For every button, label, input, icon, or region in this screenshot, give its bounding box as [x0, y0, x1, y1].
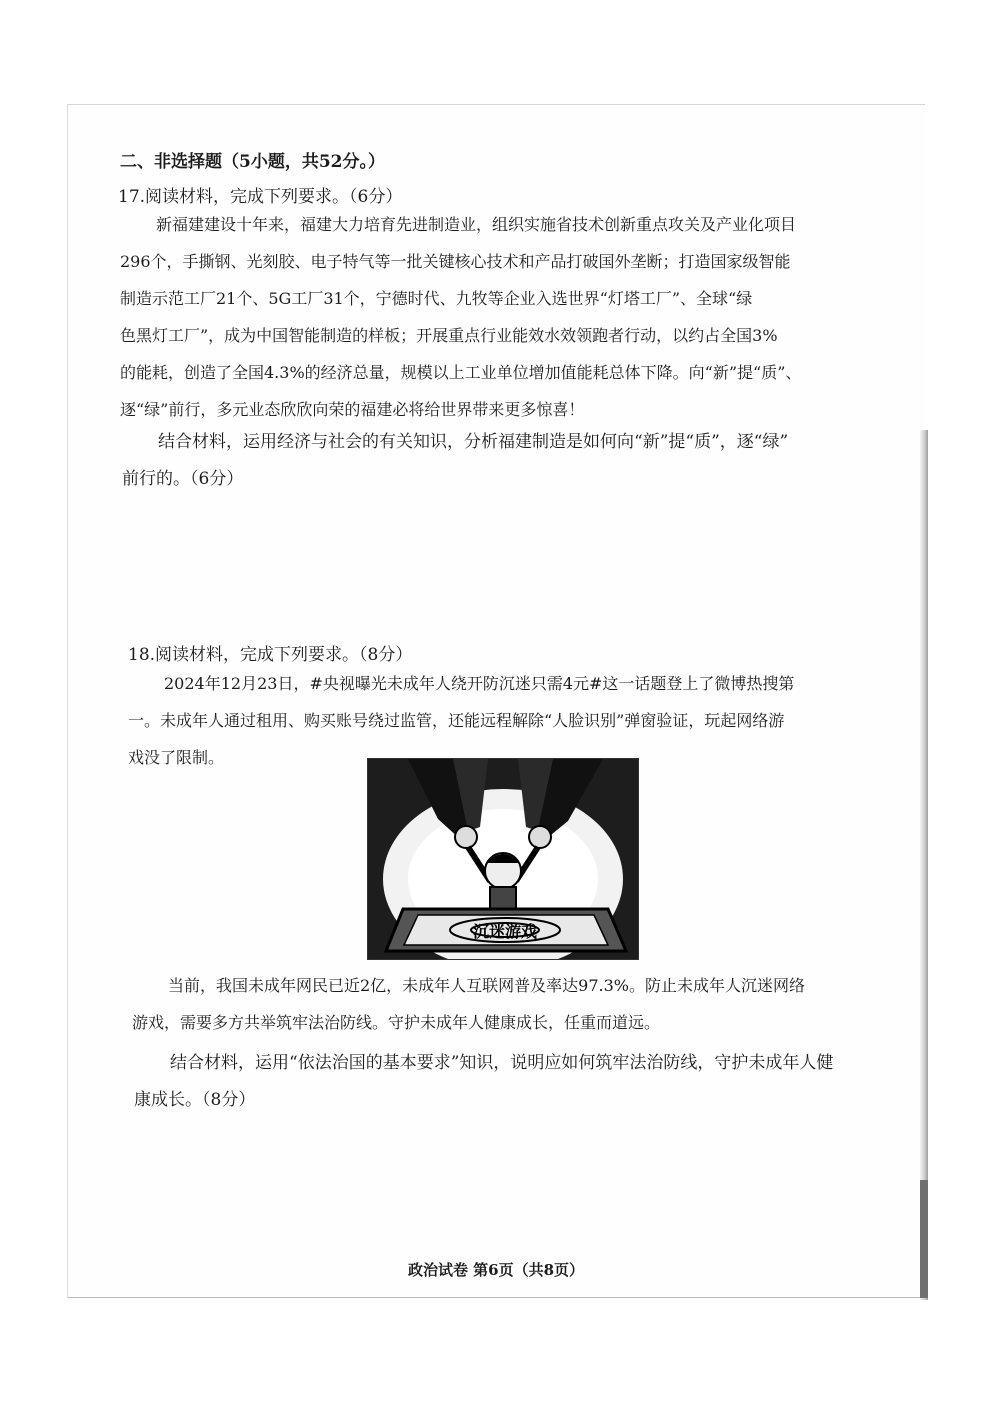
q18-material-line: 2024年12月23日，#央视曝光未成年人绕开防沉迷只需4元#这一话题登上了微博热搜第	[164, 674, 795, 693]
cartoon-caption: 沉迷游戏	[472, 922, 538, 941]
q17-task	[122, 424, 892, 498]
q18-material-line: 戏没了限制。	[128, 748, 225, 767]
q18-material2-line: 当前，我国未成年网民已近2亿，未成年人互联网普及率达97.3%。防止未成年人沉迷网络	[168, 976, 806, 995]
q18-task-line: 康成长。（8分）	[134, 1090, 256, 1110]
cartoon-illustration	[367, 758, 639, 960]
q17-material-line: 的能耗，创造了全国4.3%的经济总量，规模以上工业单位增加值能耗总体下降。向“新”提“质”、	[120, 363, 802, 382]
page-footer: 政治试卷 第6页（共8页）	[407, 1261, 585, 1279]
q18-material2	[132, 967, 902, 1041]
scan-shadow-edge-dark	[920, 1180, 928, 1298]
scan-shadow-edge	[920, 430, 928, 1300]
q17-material-line: 制造示范工厂21个、5G工厂31个，宁德时代、九牧等企业入选世界“灯塔工厂”、全球“绿	[120, 289, 753, 308]
q17-material-line: 色黑灯工厂”，成为中国智能制造的样板；开展重点行业能效水效领跑者行动，以约占全国3%	[120, 326, 778, 345]
q17-material	[120, 206, 890, 428]
q17-material-line: 新福建建设十年来，福建大力培育先进制造业，组织实施省技术创新重点攻关及产业化项目	[156, 215, 797, 234]
q17-task-line: 结合材料，运用经济与社会的有关知识，分析福建制造是如何向“新”提“质”，逐“绿”	[158, 432, 789, 452]
section-heading: 二、非选择题（5小题，共52分。）	[120, 152, 385, 172]
q17-task-line: 前行的。（6分）	[122, 469, 244, 489]
cartoon-drawing	[368, 759, 638, 959]
q17-material-line: 296个，手撕钢、光刻胶、电子特气等一批关键核心技术和产品打破国外垄断；打造国家级智能	[120, 252, 791, 271]
q18-material2-line: 游戏，需要多方共举筑牢法治防线。守护未成年人健康成长，任重而道远。	[132, 1013, 661, 1032]
q17-material-line: 逐“绿”前行，多元业态欣欣向荣的福建必将给世界带来更多惊喜！	[120, 400, 585, 419]
q18-task-line: 结合材料，运用“依法治国的基本要求”知识，说明应如何筑牢法治防线，守护未成年人健	[170, 1053, 834, 1073]
q18-heading: 18.阅读材料，完成下列要求。（8分）	[128, 645, 413, 665]
q17-heading: 17.阅读材料，完成下列要求。（6分）	[118, 187, 403, 207]
q18-task	[134, 1045, 904, 1119]
q18-material-line: 一。未成年人通过租用、购买账号绕过监管，还能远程解除“人脸识别”弹窗验证，玩起网络游	[128, 711, 785, 730]
